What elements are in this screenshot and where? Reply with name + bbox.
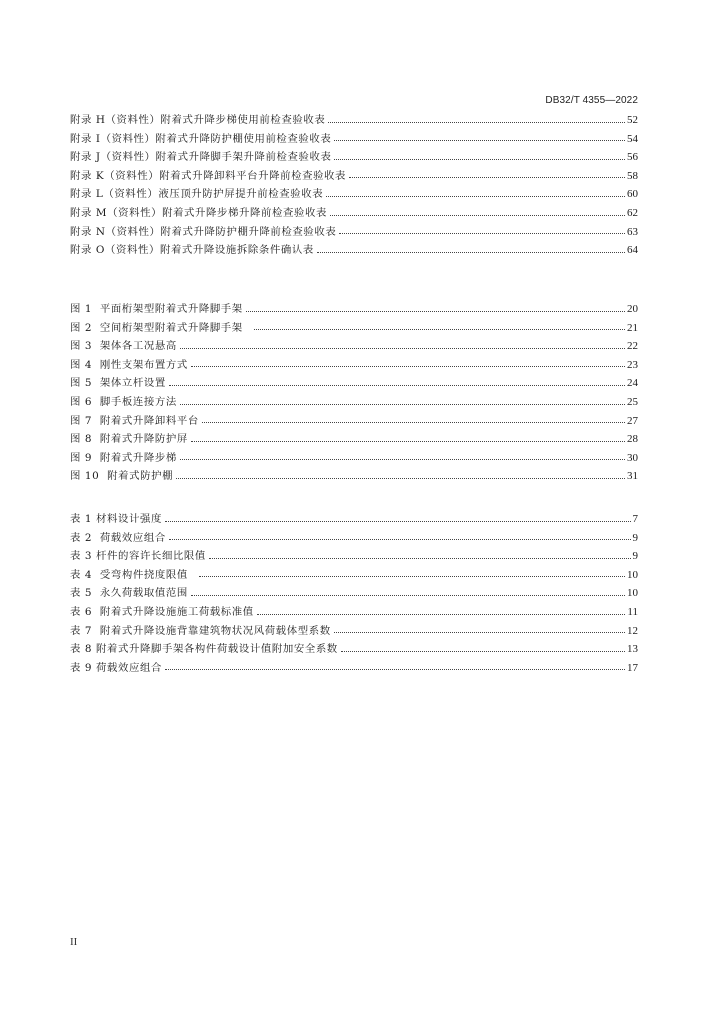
dot-leader xyxy=(334,632,625,633)
toc-entry-page: 10 xyxy=(627,568,638,581)
toc-figure-entry[interactable] xyxy=(70,374,638,393)
dot-leader xyxy=(180,404,625,405)
dot-leader xyxy=(317,252,625,253)
page-number: II xyxy=(70,936,78,948)
toc-entry-page: 54 xyxy=(627,132,638,145)
dot-leader xyxy=(165,521,631,522)
dot-leader xyxy=(349,177,625,178)
toc-figure-entry[interactable] xyxy=(70,393,638,412)
toc-figure-entry[interactable] xyxy=(70,467,638,486)
toc-entry-title: 附录 O（资料性）附着式升降设施拆除条件确认表 xyxy=(70,244,314,257)
dot-leader xyxy=(169,385,625,386)
toc-entry-title: 表 2 荷载效应组合 xyxy=(70,531,166,544)
dot-leader xyxy=(191,595,625,596)
toc-table-entry[interactable] xyxy=(70,510,638,529)
toc-table-entry[interactable] xyxy=(70,547,638,566)
dot-leader xyxy=(199,576,625,577)
toc-entry-page: 30 xyxy=(627,451,638,464)
toc-entry-page: 9 xyxy=(632,550,638,563)
toc-entry-title: 图 1 平面桁架型附着式升降脚手架 xyxy=(70,303,243,315)
toc-entry-page: 52 xyxy=(627,114,638,126)
toc-entry-title: 表 9 荷载效应组合 xyxy=(70,661,162,674)
toc-figure-entry[interactable] xyxy=(70,337,638,356)
toc-table-entry[interactable] xyxy=(70,603,638,622)
toc-figure-entry[interactable] xyxy=(70,356,638,375)
toc-entry-title: 表 6 附着式升降设施施工荷载标准值 xyxy=(70,605,254,618)
document-code: DB32/T 4355—2022 xyxy=(545,95,638,106)
toc-entry-title: 附录 L（资料性）液压顶升防护屏提升前检查验收表 xyxy=(70,188,324,201)
toc-entry-title: 附录 J（资料性）附着式升降脚手架升降前检查验收表 xyxy=(70,151,332,164)
dot-leader xyxy=(326,196,625,197)
dot-leader xyxy=(341,651,625,652)
toc-entry-page: 62 xyxy=(627,206,638,219)
appendix-list xyxy=(70,111,638,260)
toc-entry-title: 图 7 附着式升降卸料平台 xyxy=(70,414,199,427)
toc-entry-title: 图 5 架体立杆设置 xyxy=(70,377,166,390)
dot-leader xyxy=(169,539,631,540)
toc-entry-page: 31 xyxy=(627,470,638,483)
toc-entry-page: 64 xyxy=(627,244,638,257)
toc-entry-title: 图 2 空间桁架型附着式升降脚手架 xyxy=(70,321,251,334)
toc-table-entry[interactable] xyxy=(70,566,638,585)
toc-entry-page: 23 xyxy=(627,358,638,371)
toc-entry-title: 图 9 附着式升降步梯 xyxy=(70,451,177,464)
toc-entry-title: 表 5 永久荷载取值范围 xyxy=(70,587,188,600)
toc-entry-title: 表 3 杆件的容许长细比限值 xyxy=(70,550,206,563)
toc-entry-title: 附录 N（资料性）附着式升降防护棚升降前检查验收表 xyxy=(70,225,337,238)
dot-leader xyxy=(202,422,625,423)
toc-entry-page: 21 xyxy=(627,321,638,334)
toc-entry-title: 附录 K（资料性）附着式升降卸料平台升降前检查验收表 xyxy=(70,169,347,182)
dot-leader xyxy=(339,233,625,234)
toc-entry-title: 表 1 材料设计强度 xyxy=(70,513,162,525)
toc-entry-page: 7 xyxy=(632,513,638,525)
toc-figure-entry[interactable] xyxy=(70,412,638,431)
figure-list xyxy=(70,300,638,486)
toc-entry-title: 图 8 附着式升降防护屏 xyxy=(70,433,188,446)
toc-entry-page: 58 xyxy=(627,169,638,182)
toc-figure-entry[interactable] xyxy=(70,300,638,319)
toc-entry-page: 20 xyxy=(627,303,638,315)
dot-leader xyxy=(334,140,625,141)
dot-leader xyxy=(191,366,625,367)
dot-leader xyxy=(328,122,625,123)
dot-leader xyxy=(165,669,625,670)
toc-entry-page: 27 xyxy=(627,414,638,427)
dot-leader xyxy=(330,215,625,216)
toc-appendix-entry[interactable] xyxy=(70,185,638,204)
toc-entry-page: 9 xyxy=(632,531,638,544)
toc-entry-title: 图 3 架体各工况悬高 xyxy=(70,340,177,353)
toc-entry-page: 25 xyxy=(627,395,638,408)
toc-appendix-entry[interactable] xyxy=(70,111,638,130)
dot-leader xyxy=(254,329,625,330)
toc-entry-page: 10 xyxy=(627,587,638,600)
toc-entry-page: 22 xyxy=(627,340,638,353)
toc-entry-title: 附录 M（资料性）附着式升降步梯升降前检查验收表 xyxy=(70,206,327,219)
dot-leader xyxy=(176,478,625,479)
toc-table-entry[interactable] xyxy=(70,529,638,548)
dot-leader xyxy=(334,159,625,160)
toc-table-entry[interactable] xyxy=(70,640,638,659)
toc-appendix-entry[interactable] xyxy=(70,204,638,223)
toc-appendix-entry[interactable] xyxy=(70,241,638,260)
toc-entry-page: 17 xyxy=(627,661,638,674)
toc-entry-page: 28 xyxy=(627,433,638,446)
toc-appendix-entry[interactable] xyxy=(70,148,638,167)
toc-entry-page: 13 xyxy=(627,643,638,656)
toc-appendix-entry[interactable] xyxy=(70,130,638,149)
toc-appendix-entry[interactable] xyxy=(70,223,638,242)
toc-entry-title: 图 6 脚手板连接方法 xyxy=(70,395,177,408)
dot-leader xyxy=(180,459,625,460)
toc-figure-entry[interactable] xyxy=(70,430,638,449)
toc-entry-title: 附录 H（资料性）附着式升降步梯使用前检查验收表 xyxy=(70,114,326,126)
toc-entry-page: 12 xyxy=(627,624,638,637)
toc-figure-entry[interactable] xyxy=(70,449,638,468)
dot-leader xyxy=(246,311,625,312)
toc-table-entry[interactable] xyxy=(70,584,638,603)
dot-leader xyxy=(191,441,625,442)
toc-entry-title: 图 10 附着式防护棚 xyxy=(70,470,174,483)
toc-entry-title: 表 4 受弯构件挠度限值 xyxy=(70,568,196,581)
toc-entry-page: 60 xyxy=(627,188,638,201)
table-list xyxy=(70,510,638,677)
toc-entry-title: 表 8 附着式升降脚手架各构件荷载设计值附加安全系数 xyxy=(70,643,338,656)
dot-leader xyxy=(257,614,626,615)
dot-leader xyxy=(180,348,625,349)
toc-entry-page: 63 xyxy=(627,225,638,238)
toc-entry-title: 附录 I（资料性）附着式升降防护棚使用前检查验收表 xyxy=(70,132,332,145)
dot-leader xyxy=(209,558,631,559)
toc-appendix-entry[interactable] xyxy=(70,167,638,186)
toc-entry-title: 表 7 附着式升降设施背靠建筑物状况风荷载体型系数 xyxy=(70,624,331,637)
toc-entry-page: 56 xyxy=(627,151,638,164)
toc-entry-title: 图 4 刚性支架布置方式 xyxy=(70,358,188,371)
toc-figure-entry[interactable] xyxy=(70,319,638,338)
toc-table-entry[interactable] xyxy=(70,622,638,641)
toc-table-entry[interactable] xyxy=(70,659,638,678)
toc-entry-page: 24 xyxy=(627,377,638,390)
toc-entry-page: 11 xyxy=(627,605,638,618)
